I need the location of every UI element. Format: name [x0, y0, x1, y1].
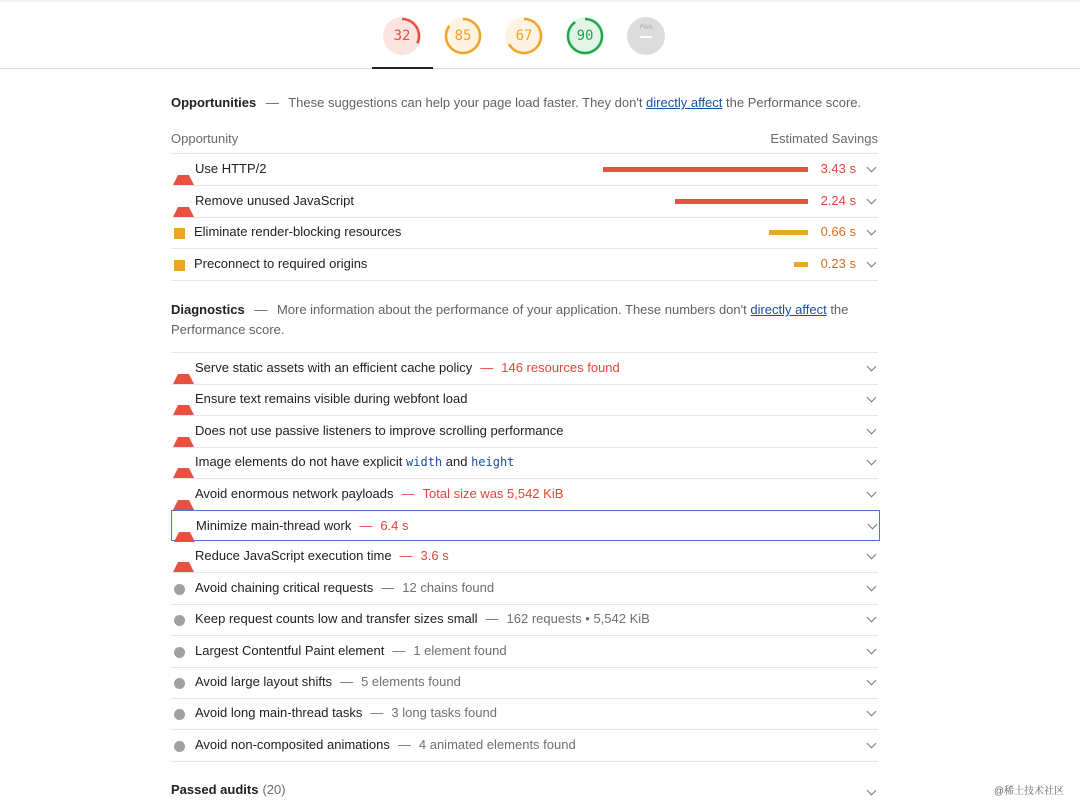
opportunities-text-after: the Performance score.	[722, 95, 862, 110]
average-square-icon	[174, 228, 185, 239]
savings-value: 3.43 s	[820, 161, 856, 176]
opportunity-row[interactable]	[171, 217, 878, 249]
fail-triangle-icon	[173, 196, 194, 217]
diagnostic-row[interactable]	[171, 510, 880, 541]
diagnostic-label	[195, 611, 650, 626]
diagnostic-detail: 12 chains found	[402, 579, 495, 595]
diagnostic-detail: 3.6 s	[420, 548, 449, 564]
code-width: width	[406, 455, 443, 470]
score-value: 67	[515, 28, 533, 44]
diagnostic-label	[195, 486, 563, 501]
fail-triangle-icon	[173, 489, 194, 510]
chevron-down-icon	[867, 613, 877, 623]
opportunity-col-label: Opportunity	[171, 131, 239, 146]
diagnostic-detail: 5 elements found	[361, 674, 461, 689]
pwa-label: PWA	[639, 24, 653, 31]
dash: —	[254, 302, 268, 317]
passed-audits-row[interactable]	[171, 782, 878, 797]
info-circle-icon	[174, 741, 185, 752]
chevron-down-icon	[867, 676, 877, 686]
opportunity-column-header	[171, 129, 878, 154]
diagnostic-detail: 1 element found	[413, 642, 507, 658]
label-text: Minimize main-thread work	[196, 518, 352, 533]
diagnostic-row[interactable]	[171, 667, 878, 699]
chevron-down-icon	[867, 194, 877, 204]
score-gauge-best-practices[interactable]	[505, 17, 543, 55]
diagnostics-text: More information about the performance of your application. These numbers don't	[276, 302, 751, 317]
score-value: 85	[454, 28, 472, 44]
passed-audits-count: (20)	[262, 782, 286, 797]
diagnostic-detail: 146 resources found	[501, 360, 620, 375]
score-header	[0, 0, 1080, 69]
fail-triangle-icon	[173, 426, 194, 447]
label-text: Largest Contentful Paint element	[195, 642, 385, 658]
info-circle-icon	[174, 647, 185, 658]
diagnostic-row[interactable]	[171, 636, 878, 668]
opportunity-label: Use HTTP/2	[195, 161, 267, 176]
savings-bar	[769, 230, 808, 235]
opportunity-label: Remove unused JavaScript	[195, 192, 354, 208]
opportunity-row[interactable]	[171, 154, 878, 186]
diagnostic-row[interactable]	[171, 573, 878, 605]
average-square-icon	[174, 260, 185, 271]
opportunities-header	[171, 93, 878, 113]
dash: —	[392, 642, 406, 658]
savings-value: 2.24 s	[820, 192, 856, 208]
diagnostic-row[interactable]	[171, 479, 878, 511]
dash: —	[265, 95, 279, 110]
label-text: Avoid long main-thread tasks	[195, 705, 363, 721]
diagnostic-label	[195, 580, 494, 595]
diagnostic-detail: 6.4 s	[380, 518, 409, 533]
opportunity-label: Eliminate render-blocking resources	[194, 224, 402, 239]
dash: —	[485, 611, 499, 627]
chevron-down-icon	[868, 520, 878, 530]
diagnostic-row[interactable]	[171, 416, 878, 448]
diagnostic-row[interactable]	[171, 353, 878, 385]
savings-value: 0.66 s	[820, 224, 856, 239]
watermark: @稀土技术社区	[993, 786, 1064, 797]
active-tab-underline	[372, 67, 433, 69]
savings-bar	[794, 262, 808, 267]
dash: —	[370, 705, 384, 721]
diagnostic-detail: 3 long tasks found	[391, 705, 497, 721]
dash: —	[399, 548, 413, 564]
chevron-down-icon	[867, 487, 877, 497]
label-text: Ensure text remains visible during webfont load	[195, 391, 468, 407]
savings-bar	[603, 167, 808, 172]
diagnostic-label	[195, 548, 449, 563]
savings-bar	[675, 199, 808, 204]
diagnostic-label	[195, 391, 467, 406]
label-text: Keep request counts low and transfer sizes small	[195, 611, 478, 627]
info-circle-icon	[174, 678, 185, 689]
fail-triangle-icon	[174, 521, 195, 542]
fail-triangle-icon	[173, 457, 194, 478]
chevron-down-icon	[867, 550, 877, 560]
diagnostics-text-after: the Performance score.	[171, 302, 849, 337]
info-circle-icon	[174, 709, 185, 720]
dash: —	[397, 736, 411, 752]
diagnostic-detail: 4 animated elements found	[418, 736, 576, 752]
dash: —	[340, 674, 354, 689]
diagnostic-label	[195, 705, 497, 720]
diagnostics-title: Diagnostics	[171, 302, 245, 317]
estimated-savings-col-label: Estimated Savings	[770, 131, 878, 146]
label-text: Image elements do not have explicit	[195, 454, 407, 470]
chevron-down-icon	[867, 226, 877, 236]
directly-affect-link[interactable]: directly affect	[646, 95, 723, 110]
chevron-down-icon	[867, 707, 877, 717]
opportunity-label: Preconnect to required origins	[194, 255, 368, 271]
info-circle-icon	[174, 584, 185, 595]
diagnostic-detail: Total size was 5,542 KiB	[422, 485, 564, 501]
dash: —	[359, 518, 373, 533]
fail-triangle-icon	[173, 551, 194, 572]
diagnostic-label	[196, 518, 409, 533]
diagnostics-header	[171, 300, 878, 340]
fail-triangle-icon	[173, 363, 194, 384]
diagnostic-label	[195, 423, 564, 438]
savings-value: 0.23 s	[820, 255, 856, 271]
chevron-down-icon	[867, 456, 877, 466]
label-text: Reduce JavaScript execution time	[195, 548, 392, 564]
opportunity-row[interactable]	[171, 249, 878, 281]
label-text: Does not use passive listeners to improve scrolling performance	[195, 422, 564, 438]
diagnostic-label	[195, 454, 514, 469]
diagnostic-row[interactable]	[171, 384, 878, 416]
top-strip	[0, 0, 1080, 2]
score-gauge-performance[interactable]	[383, 17, 421, 55]
score-value: 32	[393, 28, 411, 44]
score-gauge-accessibility[interactable]	[444, 17, 482, 55]
label-text: Serve static assets with an efficient cache policy	[195, 360, 473, 375]
dash: —	[381, 579, 395, 595]
diagnostic-row[interactable]	[171, 604, 878, 636]
opportunity-row[interactable]	[171, 186, 878, 218]
chevron-down-icon	[867, 644, 877, 654]
label-text: Avoid large layout shifts	[195, 674, 333, 689]
diagnostic-detail: 162 requests • 5,542 KiB	[506, 611, 650, 627]
fail-triangle-icon	[173, 164, 194, 185]
info-circle-icon	[174, 615, 185, 626]
chevron-down-icon	[867, 362, 877, 372]
opportunities-text: These suggestions can help your page load faster. They don't	[288, 95, 647, 110]
label-text: Avoid enormous network payloads	[195, 485, 394, 501]
chevron-down-icon	[867, 738, 877, 748]
diagnostic-row[interactable]	[171, 730, 878, 762]
diagnostic-label	[195, 674, 461, 689]
diagnostic-row[interactable]	[171, 541, 878, 573]
directly-affect-link[interactable]: directly affect	[750, 302, 827, 317]
label-text: Avoid chaining critical requests	[195, 579, 374, 595]
score-gauge-pwa[interactable]	[627, 17, 665, 55]
pwa-dash-icon	[640, 36, 652, 38]
diagnostic-row[interactable]	[171, 447, 878, 479]
chevron-down-icon	[867, 257, 877, 267]
score-value: 90	[576, 28, 594, 44]
chevron-down-icon	[867, 786, 877, 796]
diagnostic-label	[195, 737, 576, 752]
score-gauge-seo[interactable]	[566, 17, 604, 55]
passed-audits-title: Passed audits	[171, 782, 259, 797]
diagnostic-label	[195, 360, 620, 375]
diagnostic-label	[195, 643, 507, 658]
chevron-down-icon	[867, 581, 877, 591]
opportunities-title: Opportunities	[171, 95, 257, 110]
label-text: Avoid non-composited animations	[195, 736, 390, 752]
label-text: and	[442, 454, 472, 470]
chevron-down-icon	[867, 163, 877, 173]
diagnostic-row[interactable]	[171, 698, 878, 730]
chevron-down-icon	[867, 393, 877, 403]
code-height: height	[471, 455, 515, 470]
dash: —	[480, 360, 494, 375]
chevron-down-icon	[867, 424, 877, 434]
dash: —	[401, 485, 415, 501]
fail-triangle-icon	[173, 394, 194, 415]
